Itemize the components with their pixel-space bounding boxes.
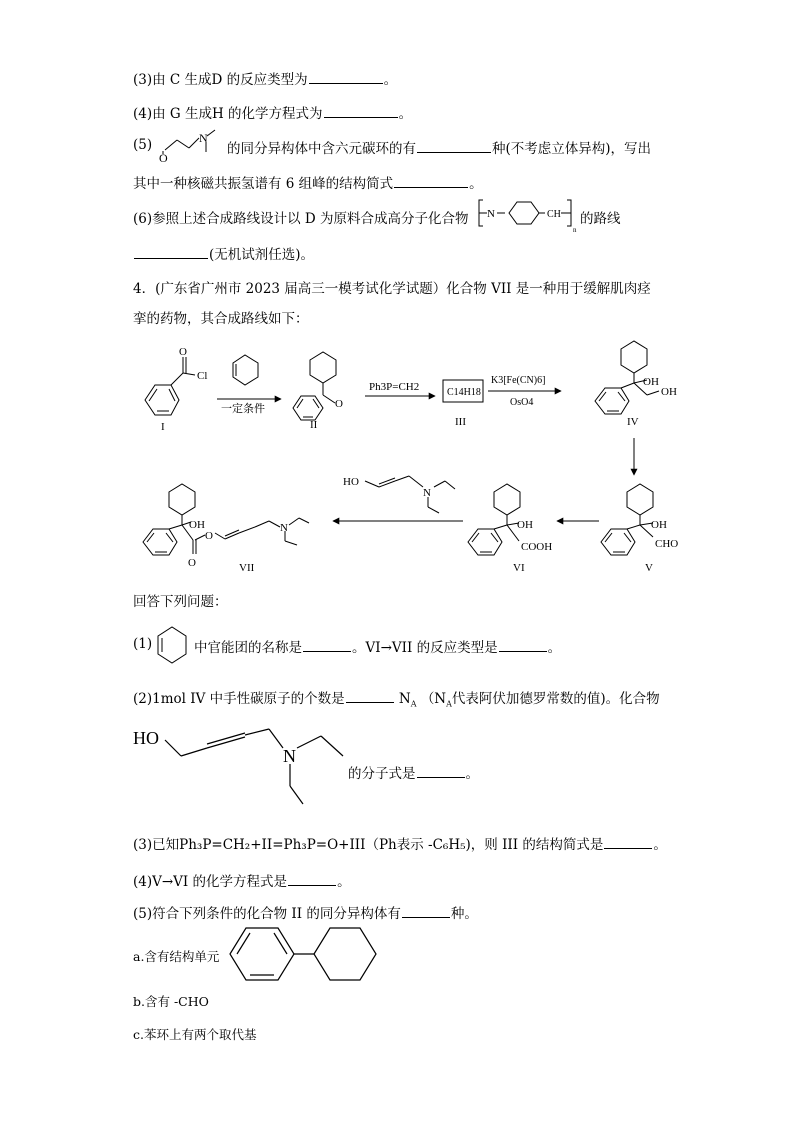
- svg-text:n: n: [573, 226, 577, 234]
- cyclohexene-structure: [150, 622, 196, 668]
- svg-text:HO: HO: [343, 476, 359, 488]
- answer-blank[interactable]: [604, 835, 652, 849]
- polymer-structure: [477, 196, 577, 236]
- svg-text:O: O: [335, 398, 343, 410]
- svg-text:一定条件: 一定条件: [221, 403, 265, 415]
- svg-text:Cl: Cl: [197, 370, 208, 382]
- phenylcyclohexane-structure: [226, 920, 378, 988]
- answer-blank[interactable]: [417, 139, 491, 153]
- svg-text:O: O: [188, 557, 196, 569]
- svg-text:CH: CH: [547, 209, 561, 220]
- answer-blank[interactable]: [394, 174, 468, 188]
- label-III: III: [455, 416, 466, 428]
- answer-blank[interactable]: [402, 904, 450, 918]
- q4-sub2: (2)1mol IV 中手性碳原子的个数是 $N_A$ （$N_A$代表阿伏加德罗常数的值)。化合物: [133, 691, 660, 709]
- label-V: V: [645, 562, 653, 574]
- q3-sub6-line2: (无机试剂任选)。: [133, 243, 314, 263]
- answer-blank[interactable]: [288, 872, 336, 886]
- svg-text:Ph3P=CH2: Ph3P=CH2: [369, 381, 420, 393]
- svg-text:K3[Fe(CN)6]: K3[Fe(CN)6]: [491, 375, 546, 386]
- svg-text:O: O: [205, 530, 213, 542]
- condition-c: c.苯环上有两个取代基: [133, 1027, 257, 1042]
- q4-intro-line2: 挛的药物，其合成路线如下：: [133, 311, 309, 327]
- label-I: I: [161, 421, 165, 433]
- oxygen-label: O: [159, 151, 168, 165]
- svg-text:OH: OH: [651, 519, 667, 531]
- svg-text:OH: OH: [517, 519, 533, 531]
- svg-text:N: N: [283, 746, 296, 766]
- condition-b: b.含有 -CHO: [133, 994, 209, 1009]
- answer-blank[interactable]: [134, 245, 208, 259]
- svg-text:N: N: [423, 487, 431, 499]
- svg-text:N: N: [487, 208, 495, 220]
- q4-sub1-num: (1): [133, 636, 153, 652]
- answer-blank[interactable]: [417, 764, 465, 778]
- svg-text:OH: OH: [643, 376, 659, 388]
- answer-blank[interactable]: [324, 104, 398, 118]
- q4-intro-line1: 4．(广东省广州市 2023 届高三一模考试化学试题）化合物 VII 是一种用于缓解肌肉痉: [133, 281, 651, 297]
- svg-text:OsO4: OsO4: [510, 397, 534, 408]
- q3-sub5-num: (5): [133, 137, 153, 153]
- q4-sub3: (3)已知Ph₃P=CH₂+II=Ph₃P=O+III（Ph表示 -C₆H₅)，则 III 的结构简式是 。: [133, 837, 667, 853]
- aminoketone-structure: [157, 122, 227, 165]
- answer-blank[interactable]: [499, 638, 547, 652]
- q3-sub5-line2: 其中一种核磁共振氢谱有 6 组峰的结构简式 。: [133, 176, 483, 192]
- answer-blank[interactable]: [346, 689, 394, 703]
- q4-sub1: 中官能团的名称是 。VI→VII 的反应类型是 。: [194, 640, 562, 656]
- synthesis-scheme: [125, 335, 705, 585]
- svg-text:O: O: [179, 346, 187, 358]
- q3-sub5: 的同分异构体中含六元碳环的有 种(不考虑立体异构)，写出: [227, 141, 652, 157]
- svg-text:COOH: COOH: [521, 541, 553, 553]
- amino-alkynol-structure: [133, 720, 348, 812]
- label-IV: IV: [627, 416, 639, 428]
- svg-text:N: N: [280, 522, 288, 534]
- svg-text:HO: HO: [133, 728, 159, 748]
- svg-text:C14H18: C14H18: [447, 387, 481, 398]
- condition-a: a.含有结构单元: [133, 949, 220, 964]
- label-VI: VI: [513, 562, 525, 574]
- answer-intro: 回答下列问题：: [133, 594, 228, 610]
- q4-sub5: (5)符合下列条件的化合物 II 的同分异构体有 种。: [133, 906, 478, 922]
- svg-text:OH: OH: [189, 519, 205, 531]
- q3-sub3: (3)由 C 生成D 的反应类型为 。: [133, 72, 398, 88]
- q4-sub2-formula: 的分子式是 。: [348, 766, 479, 782]
- svg-text:CHO: CHO: [655, 538, 679, 550]
- label-II: II: [310, 419, 318, 431]
- q3-sub6: (6)参照上述合成路线设计以 D 为原料合成高分子化合物: [133, 211, 469, 227]
- q3-sub6-tail: 的路线: [580, 211, 621, 227]
- q3-sub4: (4)由 G 生成H 的化学方程式为 。: [133, 106, 413, 122]
- label-VII: VII: [239, 562, 255, 574]
- nitrogen-label: N: [199, 131, 208, 145]
- q4-sub4: (4)V→VI 的化学方程式是 。: [133, 874, 351, 890]
- answer-blank[interactable]: [303, 638, 351, 652]
- svg-text:OH: OH: [661, 386, 677, 398]
- answer-blank[interactable]: [309, 70, 383, 84]
